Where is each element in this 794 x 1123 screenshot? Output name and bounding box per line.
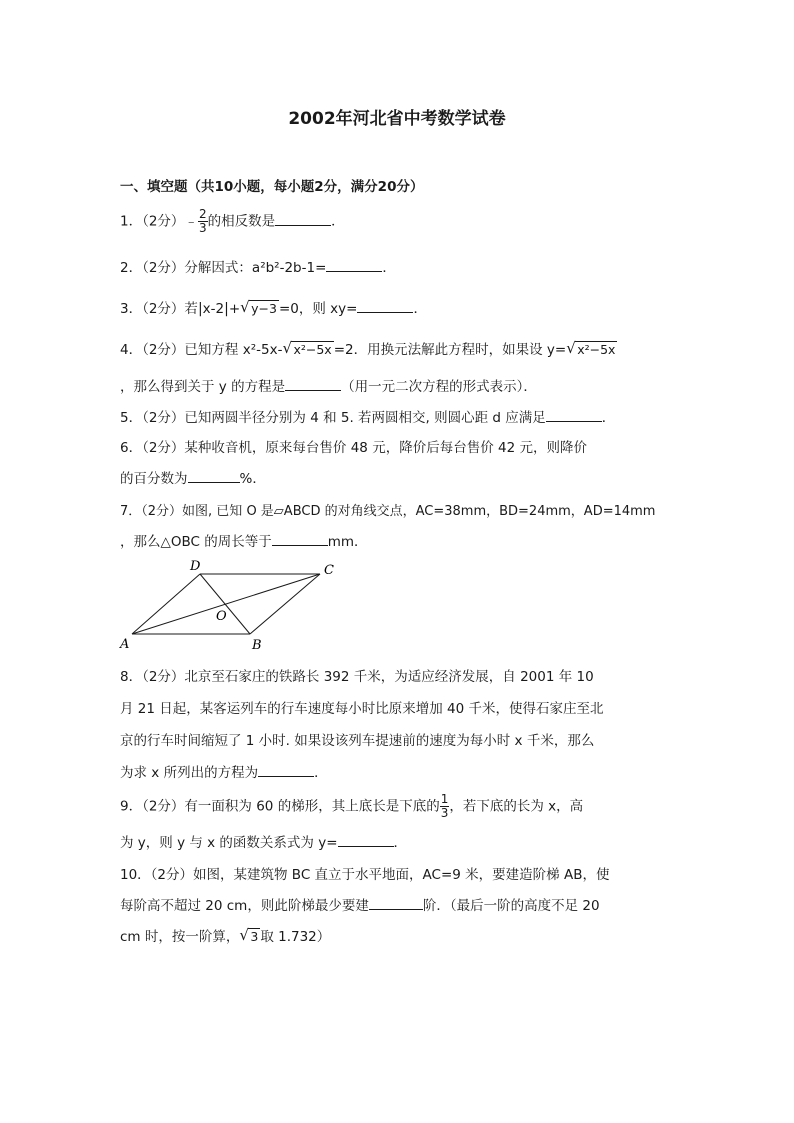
question-3: 3．（2分）若|x-2|+ √ y−3 =0，则 xy= ．: [120, 298, 427, 317]
question-4-line-2: ，那么得到关于 y 的方程是 （用一元二次方程的形式表示）．: [120, 379, 537, 395]
question-8-line-1: 8．（2分）北京至石家庄的铁路长 392 千米，为适应经济发展，自 2001 年 10: [120, 669, 594, 685]
question-7-line-1: 7．（2分）如图, 已知 O 是▱ABCD 的对角线交点，AC=38mm，BD=24mm，AD=14mm: [120, 504, 656, 519]
question-9-line-1: 9．（2分）有一面积为 60 的梯形，其上底长是下底的 $\frac{1}{3}$ ，若下底的长为 x，高: [120, 792, 584, 820]
fraction: $\frac{2}{3}$: [198, 207, 207, 235]
question-8-line-4: 为求 x 所列出的方程为 ．: [120, 765, 328, 781]
question-1: 1．（2分）﹣ $\frac{2}{3}$ 的相反数是 ．: [120, 207, 345, 235]
question-2: 2．（2分）分解因式：a²b²-2b-1= ．: [120, 260, 396, 276]
question-6-line-1: 6．（2分）某种收音机，原来每台售价 48 元，降价后每台售价 42 元，则降价: [120, 440, 587, 456]
radical: √ y−3: [240, 298, 277, 316]
radical: √ 3: [239, 926, 259, 944]
answer-blank[interactable]: [369, 897, 423, 910]
question-10-line-3: cm 时，按一阶算， √ 3 取 1.732）: [120, 926, 331, 945]
parallelogram-figure: [114, 558, 344, 654]
radical: √ x²−5x: [282, 339, 332, 357]
answer-blank[interactable]: [326, 259, 382, 272]
question-9-line-2: 为 y，则 y 与 x 的函数关系式为 y= ．: [120, 835, 408, 851]
radical: √ x²−5x: [566, 339, 616, 357]
question-8-line-2: 月 21 日起，某客运列车的行车速度每小时比原来增加 40 千米，使得石家庄至北: [120, 701, 604, 717]
question-10-line-1: 10．（2分）如图，某建筑物 BC 直立于水平地面，AC=9 米，要建造阶梯 AB，使: [120, 867, 610, 883]
answer-blank[interactable]: [338, 834, 394, 847]
answer-blank[interactable]: [357, 300, 413, 313]
answer-blank[interactable]: [188, 470, 240, 483]
section-heading: 一、填空题（共10小题，每小题2分，满分20分）: [120, 179, 424, 195]
answer-blank[interactable]: [546, 409, 602, 422]
page-title: 2002年河北省中考数学试卷: [288, 109, 506, 129]
question-5: 5．（2分）已知两圆半径分别为 4 和 5. 若两圆相交, 则圆心距 d 应满足 ．: [120, 410, 616, 426]
label-b: B: [252, 638, 262, 653]
question-7-line-2: ，那么△OBC 的周长等于 mm．: [120, 534, 368, 550]
question-6-line-2: 的百分数为 %．: [120, 471, 266, 487]
answer-blank[interactable]: [275, 213, 331, 226]
question-8-line-3: 京的行车时间缩短了 1 小时. 如果设该列车提速前的速度为每小时 x 千米，那么: [120, 733, 595, 749]
fraction: $\frac{1}{3}$: [440, 792, 449, 820]
answer-blank[interactable]: [285, 378, 341, 391]
label-o: O: [216, 609, 227, 624]
label-a: A: [120, 637, 130, 652]
answer-blank[interactable]: [258, 764, 314, 777]
label-c: C: [324, 563, 334, 578]
label-d: D: [190, 559, 201, 574]
question-10-line-2: 每阶高不超过 20 cm，则此阶梯最少要建 阶．（最后一阶的高度不足 20: [120, 898, 600, 914]
question-4-line-1: 4．（2分）已知方程 x²-5x- √ x²−5x =2．用换元法解此方程时，如果设 y= √ x²−5x: [120, 339, 616, 358]
answer-blank[interactable]: [272, 533, 328, 546]
